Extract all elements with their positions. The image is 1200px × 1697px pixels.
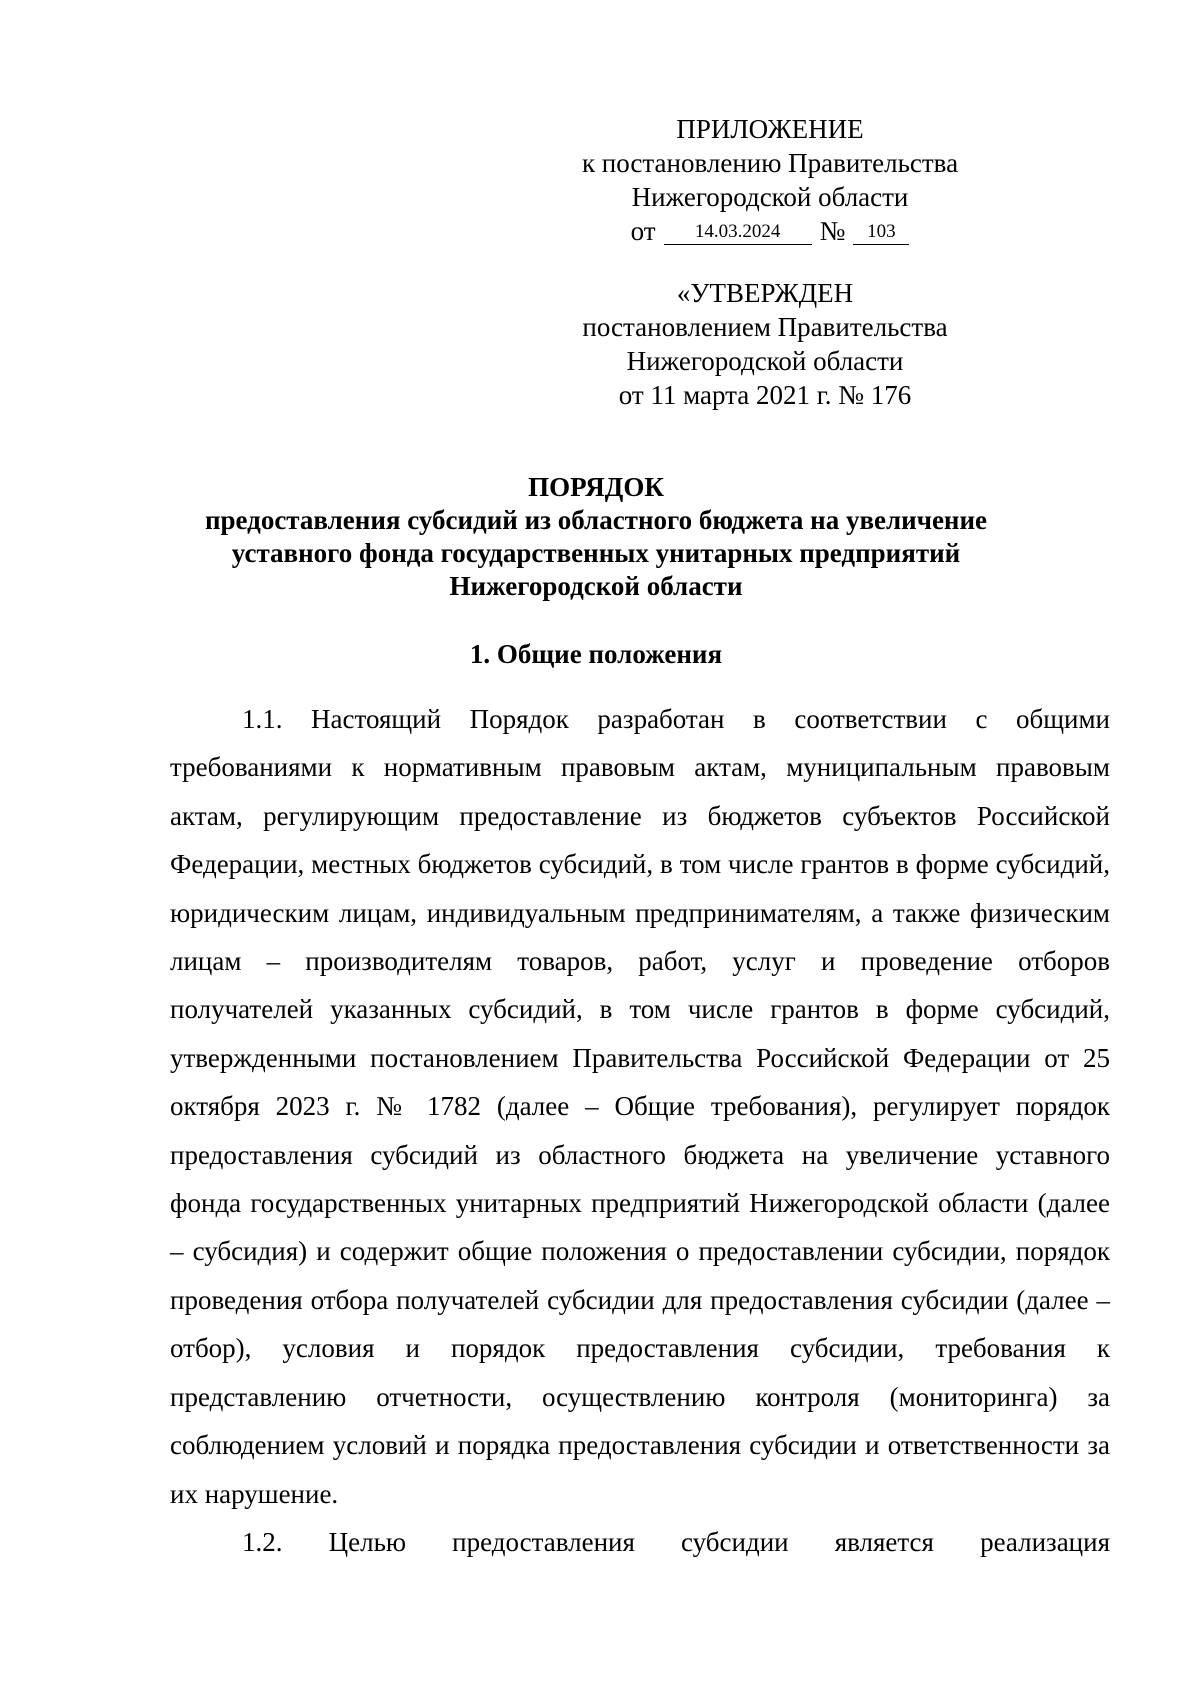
body-text xyxy=(170,695,1110,1566)
approved-reference: постановлением Правительства xyxy=(582,312,948,342)
document-subtitle-line-3: Нижегородской области xyxy=(449,571,743,601)
document-subtitle-line-2: уставного фонда государственных унитарных предприятий xyxy=(231,538,961,568)
date-prefix: от xyxy=(630,216,656,246)
section-heading: 1. Общие положения xyxy=(469,639,723,669)
appendix-reference: к постановлению Правительства xyxy=(581,148,959,178)
document-title xyxy=(150,471,1042,603)
number-sign: № xyxy=(819,216,846,246)
paragraph-1-2: 1.2. Целью предоставления субсидии является реализация xyxy=(242,1526,1110,1557)
appendix-region: Нижегородской области xyxy=(631,182,909,212)
appendix-block xyxy=(570,112,970,248)
approved-date: от 11 марта 2021 г. № 176 xyxy=(618,380,912,410)
approved-region: Нижегородской области xyxy=(626,346,904,376)
document-subtitle-line-1: предоставления субсидий из областного бюджета на увеличение xyxy=(204,505,988,535)
appendix-date-line xyxy=(570,214,970,248)
document-heading: ПОРЯДОК xyxy=(528,472,664,502)
appendix-title: ПРИЛОЖЕНИЕ xyxy=(676,114,864,144)
paragraph-1-1: 1.1. Настоящий Порядок разработан в соответствии с общими требованиями к нормативным правовым актам, муниципальным правовым актам, регулирующим предоставление из бюджетов субъектов Российской Федерации, местных бюджетов субсидий, в том числе грантов в форме субсидий, юридическим лицам, индивидуальным предпринимателям, а также физическим лицам – производителям товаров, работ, услуг и проведение отборов получателей указанных субсидий, в том числе грантов в форме субсидий, утвержденными постановлением Правительства Российской Федерации от 25 октября 2023 г. № 1782 (далее – Общие требования), регулирует порядок предоставления субсидий из областного бюджета на увеличение уставного фонда государственных унитарных предприятий Нижегородской области (далее – субсидия) и содержит общие положения о предоставлении субсидии, порядок проведения отбора получателей субсидии для предоставления субсидии (далее – отбор), условия и порядок предоставления субсидии, требования к представлению отчетности, осуществлению контроля (мониторинга) за соблюдением условий и порядка предоставления субсидии и ответственности за их нарушение. xyxy=(170,704,1110,1509)
number-value: 103 xyxy=(853,222,909,245)
approved-block xyxy=(570,276,960,412)
date-value: 14.03.2024 xyxy=(664,222,812,245)
approved-title: «УТВЕРЖДЕН xyxy=(676,278,854,308)
